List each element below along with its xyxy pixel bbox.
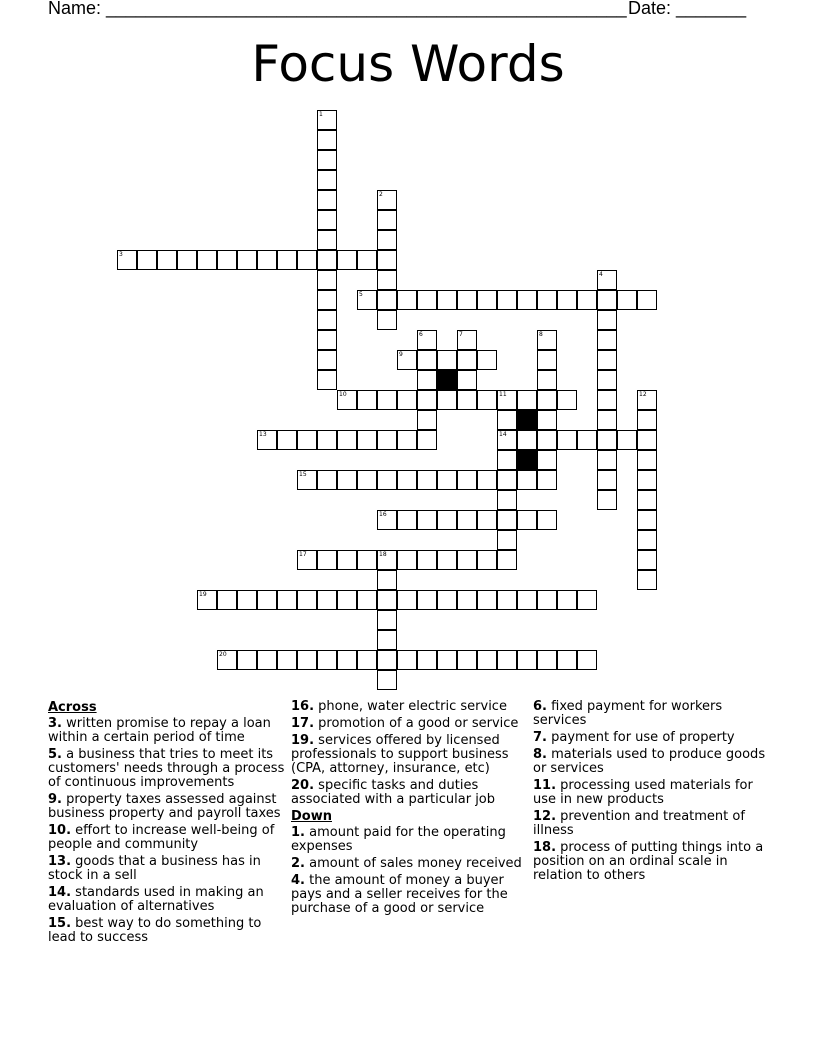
grid-cell[interactable]	[377, 550, 397, 570]
across-clue	[48, 748, 288, 790]
grid-cell[interactable]	[277, 430, 297, 450]
grid-cell[interactable]	[377, 510, 397, 530]
grid-cell[interactable]	[577, 430, 597, 450]
clue-text: written promise to repay a loan within a certain period of time	[48, 716, 271, 745]
grid-cell[interactable]	[357, 550, 377, 570]
grid-cell[interactable]	[537, 330, 557, 350]
grid-cell[interactable]	[417, 510, 437, 530]
grid-cell[interactable]	[497, 490, 517, 510]
clue-number: 1	[319, 111, 323, 118]
grid-cell[interactable]	[457, 650, 477, 670]
grid-cell[interactable]	[317, 170, 337, 190]
clue-number: 3	[119, 251, 123, 258]
grid-cell[interactable]	[497, 550, 517, 570]
grid-cell[interactable]	[297, 650, 317, 670]
grid-cell[interactable]	[457, 350, 477, 370]
grid-cell[interactable]	[277, 250, 297, 270]
grid-cell[interactable]	[237, 590, 257, 610]
grid-cell[interactable]	[317, 590, 337, 610]
grid-cell[interactable]	[317, 210, 337, 230]
clue-number-label: 14.	[48, 885, 72, 900]
clue-number: 8	[539, 331, 543, 338]
clue-number: 13	[259, 431, 267, 438]
grid-cell[interactable]	[377, 190, 397, 210]
grid-cell[interactable]	[197, 250, 217, 270]
grid-cell[interactable]	[637, 550, 657, 570]
grid-cell[interactable]	[237, 250, 257, 270]
grid-cell[interactable]	[457, 370, 477, 390]
grid-cell[interactable]	[497, 650, 517, 670]
grid-cell[interactable]	[337, 430, 357, 450]
grid-cell[interactable]	[417, 470, 437, 490]
grid-cell[interactable]	[497, 450, 517, 470]
clue-number-label: 4.	[291, 873, 305, 888]
grid-cell[interactable]	[597, 490, 617, 510]
grid-cell[interactable]	[297, 590, 317, 610]
grid-cell[interactable]	[477, 350, 497, 370]
grid-cell[interactable]	[597, 270, 617, 290]
grid-cell[interactable]	[437, 390, 457, 410]
grid-cell[interactable]	[417, 350, 437, 370]
clue-text: best way to do something to lead to success	[48, 916, 262, 945]
clue-text: the amount of money a buyer pays and a seller receives for the purchase of a good or service	[291, 873, 508, 916]
grid-cell[interactable]	[537, 350, 557, 370]
grid-cell[interactable]	[477, 470, 497, 490]
clue-number: 19	[199, 591, 207, 598]
grid-cell[interactable]	[597, 450, 617, 470]
grid-cell[interactable]	[397, 470, 417, 490]
grid-cell[interactable]	[417, 650, 437, 670]
grid-cell[interactable]	[417, 290, 437, 310]
grid-cell[interactable]	[417, 550, 437, 570]
black-cell	[517, 410, 537, 430]
grid-cell[interactable]	[477, 650, 497, 670]
grid-cell[interactable]	[377, 590, 397, 610]
clue-number-label: 5.	[48, 747, 62, 762]
grid-cell[interactable]	[437, 290, 457, 310]
grid-cell[interactable]	[457, 550, 477, 570]
grid-cell[interactable]	[217, 250, 237, 270]
across-clue	[48, 824, 288, 852]
black-cell	[437, 370, 457, 390]
grid-cell[interactable]	[517, 390, 537, 410]
clue-text: amount paid for the operating expenses	[291, 825, 506, 854]
grid-cell[interactable]	[297, 250, 317, 270]
clue-number-label: 15.	[48, 916, 72, 931]
grid-cell[interactable]	[557, 590, 577, 610]
grid-cell[interactable]	[557, 290, 577, 310]
grid-cell[interactable]	[417, 330, 437, 350]
clue-number: 12	[639, 391, 647, 398]
clue-number-label: 8.	[533, 747, 547, 762]
grid-cell[interactable]	[637, 430, 657, 450]
grid-cell[interactable]	[477, 290, 497, 310]
grid-cell[interactable]	[397, 650, 417, 670]
name-field: Name: ____________________________________________________	[48, 0, 627, 18]
grid-cell[interactable]	[517, 650, 537, 670]
clue-text: process of putting things into a position on an ordinal scale in relation to others	[533, 840, 764, 883]
clue-number: 17	[299, 551, 307, 558]
clue-text: fixed payment for workers services	[533, 699, 723, 728]
grid-cell[interactable]	[517, 590, 537, 610]
clue-number: 9	[399, 351, 403, 358]
grid-cell[interactable]	[637, 510, 657, 530]
grid-cell[interactable]	[317, 310, 337, 330]
grid-cell[interactable]	[237, 650, 257, 670]
grid-cell[interactable]	[397, 510, 417, 530]
grid-cell[interactable]	[397, 590, 417, 610]
clue-number-label: 2.	[291, 856, 305, 871]
clue-number: 15	[299, 471, 307, 478]
clue-text: prevention and treatment of illness	[533, 809, 745, 838]
grid-cell[interactable]	[537, 650, 557, 670]
grid-cell[interactable]	[457, 510, 477, 530]
grid-cell[interactable]	[317, 430, 337, 450]
clue-text: effort to increase well-being of people and community	[48, 823, 275, 852]
grid-cell[interactable]	[557, 650, 577, 670]
grid-cell[interactable]	[417, 390, 437, 410]
grid-cell[interactable]	[337, 250, 357, 270]
grid-cell[interactable]	[257, 250, 277, 270]
down-clue	[291, 874, 526, 916]
grid-cell[interactable]	[397, 290, 417, 310]
clue-number: 7	[459, 331, 463, 338]
down-clue	[291, 826, 526, 854]
grid-cell[interactable]	[377, 570, 397, 590]
across-clue	[48, 917, 288, 945]
grid-cell[interactable]	[637, 450, 657, 470]
clue-text: payment for use of property	[551, 730, 735, 745]
clue-number-label: 6.	[533, 699, 547, 714]
grid-cell[interactable]	[477, 390, 497, 410]
grid-cell[interactable]	[377, 250, 397, 270]
grid-cell[interactable]	[497, 530, 517, 550]
grid-cell[interactable]	[377, 290, 397, 310]
clue-text: promotion of a good or service	[318, 716, 519, 731]
grid-cell[interactable]	[537, 590, 557, 610]
clue-number: 2	[379, 191, 383, 198]
grid-cell[interactable]	[377, 390, 397, 410]
clue-number-label: 17.	[291, 716, 315, 731]
grid-cell[interactable]	[437, 470, 457, 490]
grid-cell[interactable]	[377, 470, 397, 490]
grid-cell[interactable]	[637, 390, 657, 410]
grid-cell[interactable]	[537, 510, 557, 530]
grid-cell[interactable]	[517, 430, 537, 450]
across-clue	[291, 717, 526, 731]
clues-column-3	[533, 700, 769, 886]
grid-cell[interactable]	[317, 150, 337, 170]
clue-text: materials used to produce goods or services	[533, 747, 766, 776]
grid-cell[interactable]	[437, 550, 457, 570]
grid-cell[interactable]	[357, 390, 377, 410]
date-field: Date: _______	[628, 0, 747, 18]
grid-cell[interactable]	[417, 410, 437, 430]
grid-cell[interactable]	[217, 590, 237, 610]
down-heading: Down	[291, 809, 332, 824]
grid-cell[interactable]	[357, 290, 377, 310]
grid-cell[interactable]	[437, 650, 457, 670]
across-clue	[291, 779, 526, 807]
grid-cell[interactable]	[117, 250, 137, 270]
clue-text: services offered by licensed professionals to support business (CPA, attorney, insurance, etc)	[291, 733, 509, 776]
grid-cell[interactable]	[597, 430, 617, 450]
grid-cell[interactable]	[597, 330, 617, 350]
down-clue	[533, 731, 769, 745]
grid-cell[interactable]	[597, 370, 617, 390]
grid-cell[interactable]	[337, 650, 357, 670]
down-clue	[533, 748, 769, 776]
clue-text: standards used in making an evaluation of alternatives	[48, 885, 264, 914]
grid-cell[interactable]	[457, 290, 477, 310]
grid-cell[interactable]	[277, 650, 297, 670]
grid-cell[interactable]	[357, 650, 377, 670]
grid-cell[interactable]	[597, 290, 617, 310]
across-clue	[48, 886, 288, 914]
grid-cell[interactable]	[477, 590, 497, 610]
grid-cell[interactable]	[417, 590, 437, 610]
clue-number: 10	[339, 391, 347, 398]
across-clue	[48, 855, 288, 883]
clue-number-label: 19.	[291, 733, 315, 748]
clue-text: a business that tries to meet its customers' needs through a process of continuous improvements	[48, 747, 285, 790]
grid-cell[interactable]	[437, 590, 457, 610]
grid-cell[interactable]	[377, 610, 397, 630]
grid-cell[interactable]	[637, 290, 657, 310]
grid-cell[interactable]	[637, 490, 657, 510]
grid-cell[interactable]	[297, 430, 317, 450]
across-clue	[48, 793, 288, 821]
grid-cell[interactable]	[137, 250, 157, 270]
clue-number-label: 18.	[533, 840, 557, 855]
grid-cell[interactable]	[317, 350, 337, 370]
grid-cell[interactable]	[197, 590, 217, 610]
clue-number: 14	[499, 431, 507, 438]
grid-cell[interactable]	[437, 350, 457, 370]
grid-cell[interactable]	[277, 590, 297, 610]
clue-text: processing used materials for use in new products	[533, 778, 753, 807]
grid-cell[interactable]	[637, 570, 657, 590]
grid-cell[interactable]	[377, 630, 397, 650]
grid-cell[interactable]	[297, 470, 317, 490]
clue-text: amount of sales money received	[309, 856, 522, 871]
grid-cell[interactable]	[417, 370, 437, 390]
grid-cell[interactable]	[637, 470, 657, 490]
clues-column-2	[291, 700, 526, 919]
clue-number: 4	[599, 271, 603, 278]
grid-cell[interactable]	[337, 470, 357, 490]
grid-cell[interactable]	[537, 290, 557, 310]
grid-cell[interactable]	[317, 290, 337, 310]
clue-text: phone, water electric service	[318, 699, 507, 714]
grid-cell[interactable]	[497, 510, 517, 530]
across-clue	[291, 734, 526, 776]
down-clue	[533, 841, 769, 883]
grid-cell[interactable]	[597, 390, 617, 410]
grid-cell[interactable]	[257, 650, 277, 670]
grid-cell[interactable]	[317, 130, 337, 150]
grid-cell[interactable]	[557, 390, 577, 410]
grid-cell[interactable]	[417, 430, 437, 450]
grid-cell[interactable]	[317, 230, 337, 250]
grid-cell[interactable]	[297, 550, 317, 570]
grid-cell[interactable]	[497, 430, 517, 450]
clue-number-label: 13.	[48, 854, 72, 869]
grid-cell[interactable]	[497, 290, 517, 310]
grid-cell[interactable]	[497, 590, 517, 610]
clue-number-label: 11.	[533, 778, 557, 793]
clue-number-label: 20.	[291, 778, 315, 793]
grid-cell[interactable]	[597, 470, 617, 490]
grid-cell[interactable]	[257, 430, 277, 450]
clue-number: 6	[419, 331, 423, 338]
grid-cell[interactable]	[597, 350, 617, 370]
grid-cell[interactable]	[317, 550, 337, 570]
grid-cell[interactable]	[317, 650, 337, 670]
across-clue	[291, 700, 526, 714]
grid-cell[interactable]	[257, 590, 277, 610]
clue-number: 16	[379, 511, 387, 518]
grid-cell[interactable]	[537, 450, 557, 470]
grid-cell[interactable]	[617, 290, 637, 310]
clue-number: 20	[219, 651, 227, 658]
across-heading: Across	[48, 700, 97, 715]
down-clue	[533, 779, 769, 807]
clue-number-label: 1.	[291, 825, 305, 840]
grid-cell[interactable]	[517, 290, 537, 310]
grid-cell[interactable]	[457, 390, 477, 410]
grid-cell[interactable]	[517, 470, 537, 490]
clue-text: goods that a business has in stock in a sell	[48, 854, 261, 883]
grid-cell[interactable]	[377, 310, 397, 330]
grid-cell[interactable]	[377, 650, 397, 670]
clues-column-1	[48, 700, 288, 948]
grid-cell[interactable]	[537, 430, 557, 450]
grid-cell[interactable]	[637, 530, 657, 550]
grid-cell[interactable]	[457, 330, 477, 350]
grid-cell[interactable]	[317, 470, 337, 490]
grid-cell[interactable]	[377, 210, 397, 230]
grid-cell[interactable]	[437, 510, 457, 530]
grid-cell[interactable]	[397, 430, 417, 450]
clue-number-label: 7.	[533, 730, 547, 745]
grid-cell[interactable]	[397, 390, 417, 410]
grid-cell[interactable]	[317, 250, 337, 270]
grid-cell[interactable]	[597, 410, 617, 430]
grid-cell[interactable]	[537, 470, 557, 490]
grid-cell[interactable]	[497, 410, 517, 430]
grid-cell[interactable]	[157, 250, 177, 270]
grid-cell[interactable]	[397, 350, 417, 370]
grid-cell[interactable]	[377, 430, 397, 450]
grid-cell[interactable]	[317, 270, 337, 290]
grid-cell[interactable]	[477, 550, 497, 570]
grid-cell[interactable]	[357, 430, 377, 450]
grid-cell[interactable]	[477, 510, 497, 530]
grid-cell[interactable]	[397, 550, 417, 570]
grid-cell[interactable]	[557, 430, 577, 450]
clue-number-label: 9.	[48, 792, 62, 807]
grid-cell[interactable]	[597, 310, 617, 330]
grid-cell[interactable]	[537, 370, 557, 390]
grid-cell[interactable]	[177, 250, 197, 270]
clue-text: property taxes assessed against business property and payroll taxes	[48, 792, 281, 821]
grid-cell[interactable]	[537, 390, 557, 410]
black-cell	[517, 450, 537, 470]
grid-cell[interactable]	[317, 110, 337, 130]
clue-number-label: 12.	[533, 809, 557, 824]
clue-text: specific tasks and duties associated with a particular job	[291, 778, 496, 807]
clue-number: 11	[499, 391, 507, 398]
grid-cell[interactable]	[337, 590, 357, 610]
grid-cell[interactable]	[377, 270, 397, 290]
grid-cell[interactable]	[357, 250, 377, 270]
grid-cell[interactable]	[577, 650, 597, 670]
grid-cell[interactable]	[317, 370, 337, 390]
grid-cell[interactable]	[377, 670, 397, 690]
grid-cell[interactable]	[537, 410, 557, 430]
grid-cell[interactable]	[357, 590, 377, 610]
page-title: Focus Words	[251, 35, 565, 93]
grid-cell[interactable]	[217, 650, 237, 670]
grid-cell[interactable]	[637, 410, 657, 430]
down-clue	[533, 810, 769, 838]
grid-cell[interactable]	[377, 230, 397, 250]
grid-cell[interactable]	[577, 290, 597, 310]
clue-number-label: 3.	[48, 716, 62, 731]
grid-cell[interactable]	[617, 430, 637, 450]
grid-cell[interactable]	[337, 550, 357, 570]
down-clue	[533, 700, 769, 728]
grid-cell[interactable]	[497, 470, 517, 490]
clue-number-label: 10.	[48, 823, 72, 838]
clue-number: 18	[379, 551, 387, 558]
grid-cell[interactable]	[457, 590, 477, 610]
across-clue	[48, 717, 288, 745]
grid-cell[interactable]	[497, 390, 517, 410]
grid-cell[interactable]	[457, 470, 477, 490]
grid-cell[interactable]	[317, 190, 337, 210]
grid-cell[interactable]	[517, 510, 537, 530]
clue-number: 5	[359, 291, 363, 298]
down-clue	[291, 857, 526, 871]
grid-cell[interactable]	[317, 330, 337, 350]
grid-cell[interactable]	[357, 470, 377, 490]
clue-number-label: 16.	[291, 699, 315, 714]
grid-cell[interactable]	[577, 590, 597, 610]
grid-cell[interactable]	[337, 390, 357, 410]
